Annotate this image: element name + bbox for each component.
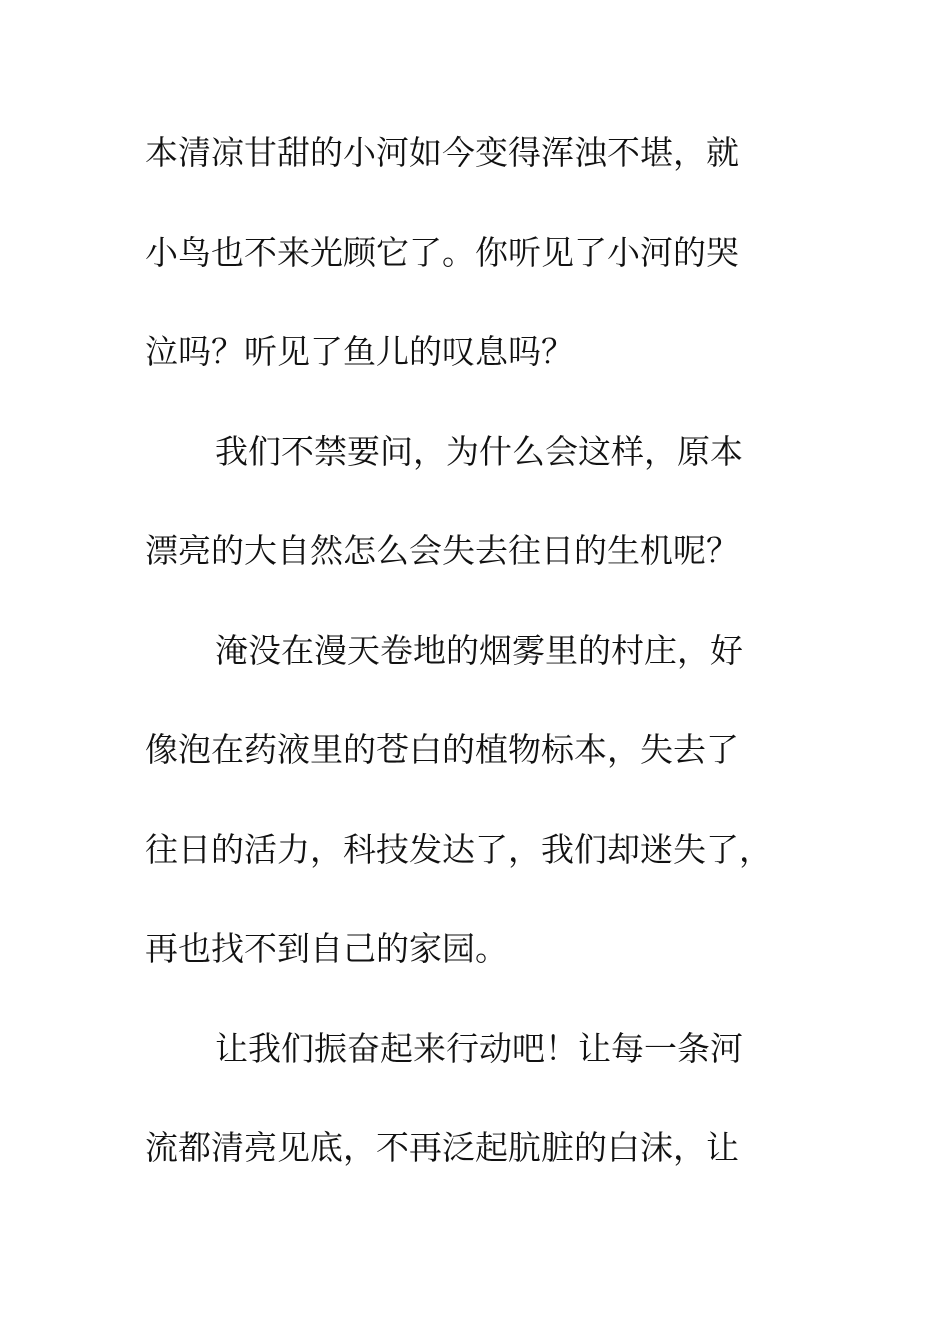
text-line-10: 让我们振奋起来行动吧！让每一条河 — [215, 1028, 743, 1068]
text-line-2: 小鸟也不来光顾它了。你听见了小河的哭 — [145, 232, 739, 272]
document-text — [145, 128, 825, 1223]
text-line-3: 泣吗？听见了鱼儿的叹息吗？ — [145, 332, 574, 371]
text-line-6: 淹没在漫天卷地的烟雾里的村庄，好 — [215, 630, 743, 670]
text-line-7: 像泡在药液里的苍白的植物标本，失去了 — [145, 730, 739, 769]
text-line-8: 往日的活力，科技发达了，我们却迷失了， — [145, 829, 772, 869]
text-line-9: 再也找不到自己的家园。 — [145, 929, 508, 968]
text-line-1: 本清凉甘甜的小河如今变得浑浊不堪，就 — [145, 133, 739, 172]
text-line-5: 漂亮的大自然怎么会失去往日的生机呢？ — [145, 531, 739, 570]
text-line-4: 我们不禁要问，为什么会这样，原本 — [215, 431, 743, 471]
text-line-11: 流都清亮见底，不再泛起肮脏的白沫，让 — [145, 1128, 739, 1167]
